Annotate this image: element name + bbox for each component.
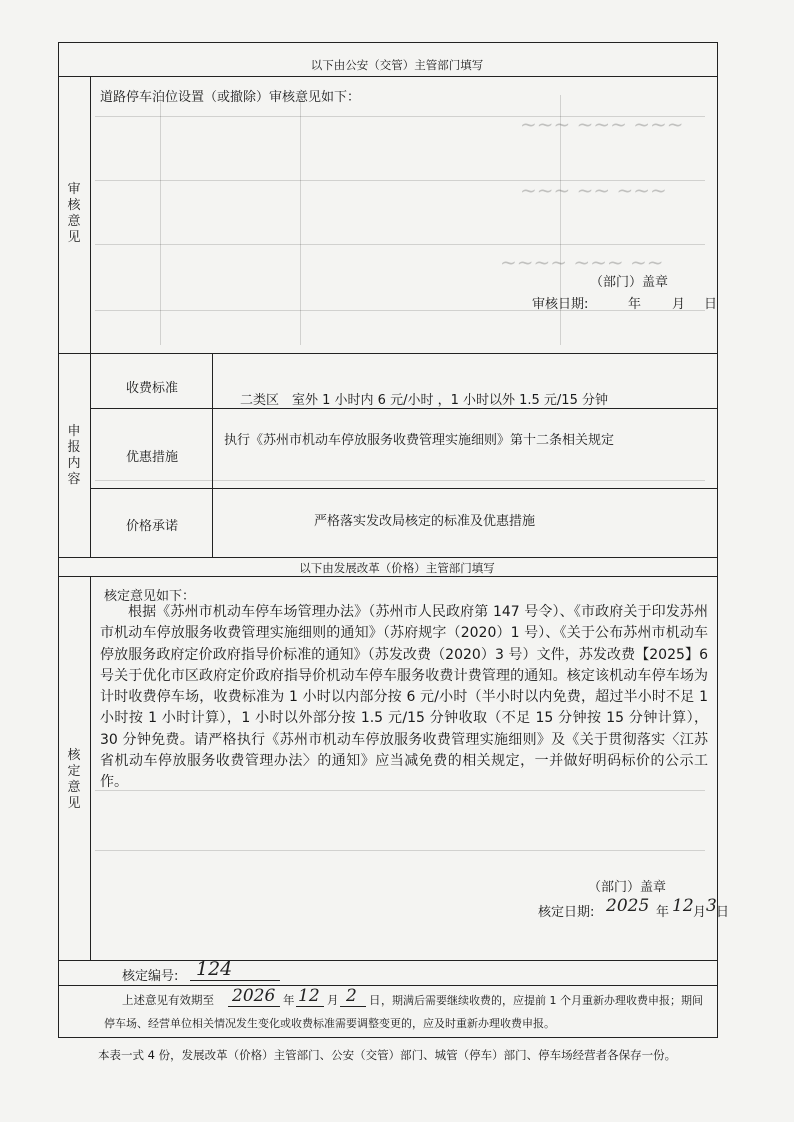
divider xyxy=(58,576,718,577)
approval-number-value: 124 xyxy=(196,958,233,980)
approval-date-year: 2025 xyxy=(606,896,650,916)
approval-body-text: 根据《苏州市机动车停车场管理办法》（苏州市人民政府第 147 号令）、《市政府关于印发苏州市机动车停放服务收费管理实施细则的通知》（苏府规字（2020）1 号）、《关于公布苏州市机动车停放服务政府定价政府指导价标准的通知》（苏发改费（2020）3 号）文件，苏发改费【2025】6 号关于优化市区政府定价政府指导价机动车停车服务收费计费管理的通知。核定该机动车停车场为计时收费停车场，收费标准为 1 小时以内部分按 6 元/小时（半小时以内免费，超过半小时不足 1 小时按 1 小时计算），1 小时以外部分按 1.5 元/15 分钟收取（不足 15 分钟按 15 分钟计算），30 分钟免费。请严格执行《苏州市机动车停放服务收费管理实施细则》及《关于贯彻落实〈江苏省机动车停放服务收费管理办法〉的通知》应当减免费的相关规定，一并做好明码标价的公示工作。 xyxy=(100,604,708,791)
validity-prefix: 上述意见有效期至 xyxy=(122,993,214,1007)
approval-date-month: 12 xyxy=(672,896,694,916)
validity-month-underline xyxy=(296,1006,324,1007)
divider xyxy=(90,408,718,409)
divider xyxy=(58,960,718,961)
approval-opinion-title: 核定意见如下： xyxy=(104,589,196,604)
bleed-through-handwriting: ~~~ ~~~ ~~~ xyxy=(520,112,684,136)
approval-date-day: 3 xyxy=(706,896,717,916)
divider xyxy=(58,557,718,558)
validity-year-underline xyxy=(228,1006,280,1007)
validity-year: 2026 xyxy=(232,986,276,1006)
divider xyxy=(58,76,718,77)
validity-day: 2 xyxy=(346,986,357,1006)
footer-note: 本表一式 4 份，发展改革（价格）主管部门、公安（交管）部门、城管（停车）部门、停车场经营者各保存一份。 xyxy=(98,1048,677,1062)
audit-month-label: 月 xyxy=(672,297,686,312)
price-commitment-value: 严格落实发改局核定的标准及优惠措施 xyxy=(314,514,536,529)
approval-side-label: 核定意见 xyxy=(67,748,81,811)
audit-section-header: 以下由公安（交管）主管部门填写 xyxy=(310,58,484,72)
audit-seal-label: （部门）盖章 xyxy=(590,275,669,290)
validity-day-label: 日 xyxy=(369,993,381,1007)
fee-standard-value: 二类区 室外 1 小时内 6 元/小时 ，1 小时以外 1.5 元/15 分钟 xyxy=(240,393,608,408)
column-divider xyxy=(212,353,213,557)
declaration-side-label: 申报内容 xyxy=(67,424,81,487)
audit-side-label: 审核意见 xyxy=(67,182,81,245)
audit-year-label: 年 xyxy=(628,297,642,312)
validity-suffix: ，期满后需要继续收费的，应提前 1 个月重新办理收费申报；期间 xyxy=(381,994,703,1007)
audit-date-label: 审核日期: xyxy=(532,297,589,312)
validity-line-2: 停车场、经营单位相关情况发生变化或收费标准需要调整变更的，应及时重新办理收费申报。 xyxy=(104,1017,555,1030)
divider xyxy=(90,488,718,489)
fee-standard-label: 收费标准 xyxy=(126,381,179,396)
audit-opinion-title: 道路停车泊位设置（或撤除）审核意见如下： xyxy=(100,90,361,105)
approval-day-label: 日 xyxy=(716,905,730,920)
discount-value: 执行《苏州市机动车停放服务收费管理实施细则》第十二条相关规定 xyxy=(224,433,615,448)
approval-number-underline xyxy=(190,980,280,981)
audit-day-label: 日 xyxy=(704,297,718,312)
validity-day-underline xyxy=(340,1006,366,1007)
discount-label: 优惠措施 xyxy=(126,450,179,465)
approval-number-label: 核定编号: xyxy=(122,969,179,984)
approval-date-label: 核定日期: xyxy=(538,905,595,920)
approval-year-label: 年 xyxy=(656,905,670,920)
validity-month: 12 xyxy=(298,986,320,1006)
approval-seal-label: （部门）盖章 xyxy=(588,880,667,895)
validity-month-label: 月 xyxy=(327,993,339,1007)
validity-year-label: 年 xyxy=(283,993,295,1007)
price-commitment-label: 价格承诺 xyxy=(126,519,179,534)
divider xyxy=(58,985,718,986)
divider xyxy=(58,353,718,354)
approval-section-header: 以下由发展改革（价格）主管部门填写 xyxy=(299,561,495,575)
bleed-through-handwriting: ~~~~ ~~~ ~~ xyxy=(500,250,664,274)
bleed-through-handwriting: ~~~ ~~ ~~~ xyxy=(520,178,667,202)
column-divider xyxy=(90,76,91,557)
approval-month-label: 月 xyxy=(693,905,707,920)
column-divider xyxy=(90,576,91,960)
